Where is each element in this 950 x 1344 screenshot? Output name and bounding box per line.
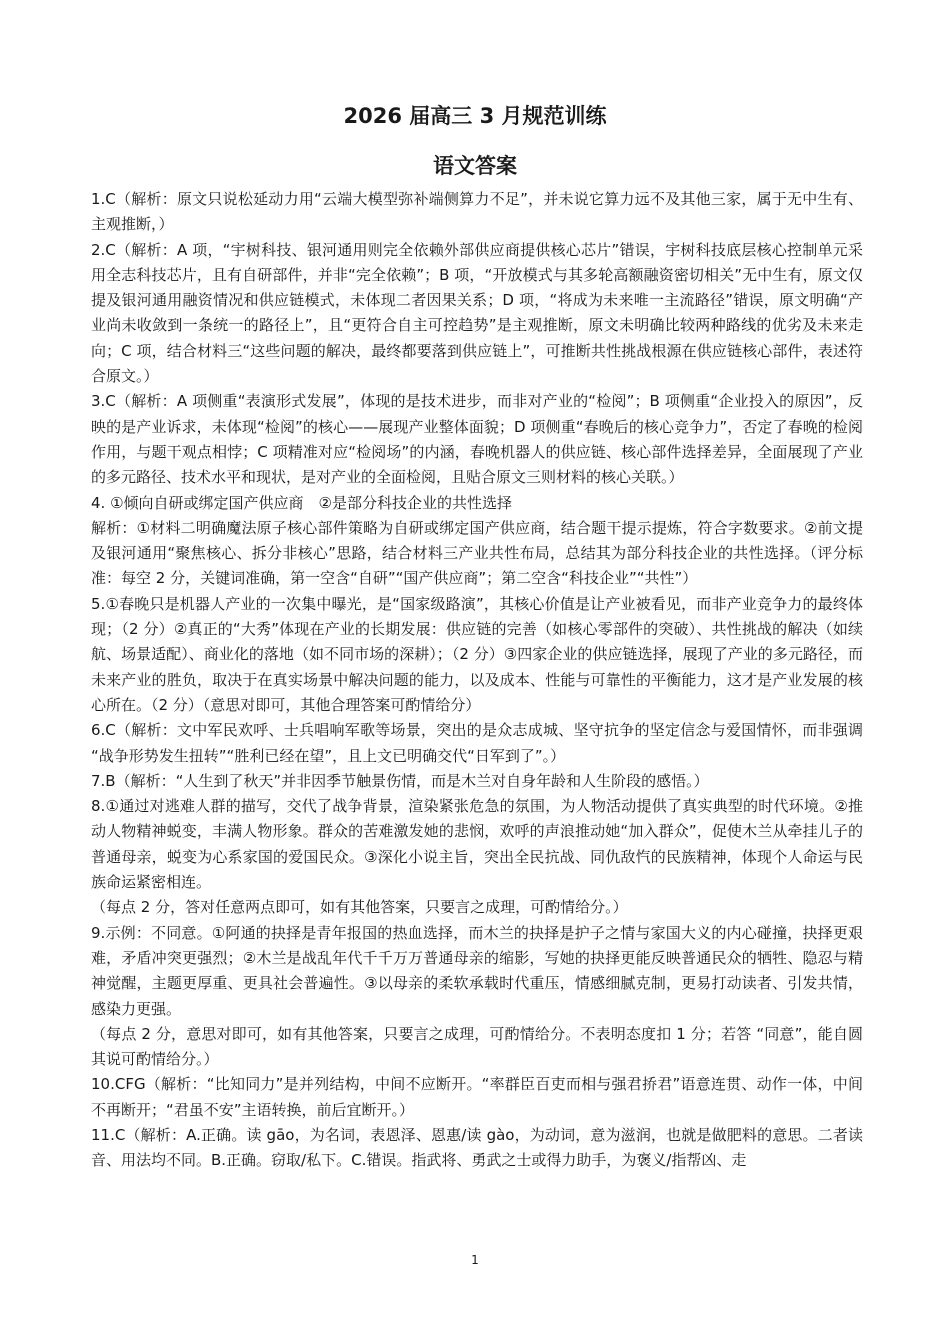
answer-11: 11.C（解析：A.正确。读 gāo，为名词，表恩泽、恩惠/读 gào，为动词，意为滋润，也就是做肥料的意思。二者读音、用法均不同。B.正确。窃取/私下。C.错误。指武将、勇武之士或得力助手，为褒义/指帮凶、走 [91,1125,863,1170]
page-number: 1 [471,1253,479,1267]
answer-3: 3.C（解析：A 项侧重“表演形式发展”，体现的是技术进步，而非对产业的“检阅”；B 项侧重“企业投入的原因”，反映的是产业诉求，未体现“检阅”的核心——展现产业整体面貌；D 项侧重“春晚后的核心竞争力”，否定了春晚的检阅作用，与题干观点相悖；C 项精准对应“检阅场”的内涵，春晚机器人的供应链、核心部件选择差异，全面展现了产业的多元路径、技术水平和现状，是对产业的全面检阅，且贴合原文三则材料的核心关联。） [91,392,863,487]
answer-7: 7.B（解析：“人生到了秋天”并非因季节触景伤情，而是木兰对自身年龄和人生阶段的感悟。） [91,771,709,790]
page-subtitle: 语文答案 [433,154,517,178]
answer-6: 6.C（解析：文中军民欢呼、士兵唱响军歌等场景，突出的是众志成城、坚守抗争的坚定信念与爱国情怀，而非强调 “战争形势发生扭转”“胜利已经在望”，且上文已明确交代“日军到了”。） [91,721,863,765]
page-title: 2026 届高三 3 月规范训练 [343,104,607,128]
answer-10: 10.CFG（解析：“比知同力”是并列结构，中间不应断开。“率群臣百吏而相与强君挢君”语意连贯、动作一体，中间不再断开；“君虽不安”主语转换，前后宜断开。） [91,1075,863,1119]
answer-9: 9.示例：不同意。①阿通的抉择是青年报国的热血选择，而木兰的抉择是护子之情与家国大义的内心碰撞，抉择更艰难，矛盾冲突更强烈；②木兰是战乱年代千千万万普通母亲的缩影，写她的抉择更能反映普通民众的牺牲、隐忍与精神觉醒，主题更厚重、更具社会普遍性。③以母亲的柔软承载时代重压，情感细腻克制，更易打动读者、引发共情，感染力更强。 [91,923,863,1018]
answer-8: 8.①通过对逃难人群的描写，交代了战争背景，渲染紧张危急的氛围，为人物活动提供了真实典型的时代环境。②推动人物精神蜕变，丰满人物形象。群众的苦难激发她的悲悯，欢呼的声浪推动她“加入群众”，促使木兰从牵挂儿子的普通母亲，蜕变为心系家国的爱国民众。③深化小说主旨，突出全民抗战、同仇敌忾的民族精神，体现个人命运与民族命运紧密相连。 [91,797,863,892]
answer-1: 1.C（解析：原文只说松延动力用“云端大模型弥补端侧算力不足”，并未说它算力远不及其他三家，属于无中生有、主观推断，） [91,190,863,234]
answer-8-scoring-note: （每点 2 分，答对任意两点即可，如有其他答案，只要言之成理，可酌情给分。） [91,898,628,917]
answer-list [91,187,863,1174]
answer-2: 2.C（解析：A 项，“宇树科技、银河通用则完全依赖外部供应商提供核心芯片”错误，宇树科技底层核心控制单元采用全志科技芯片，且有自研部件，并非“完全依赖”；B 项，“开放模式与其多轮高额融资密切相关”无中生有，原文仅提及银河通用融资情况和供应链模式，未体现二者因果关系；D 项，“将成为未来唯一主流路径”错误，原文明确“产业尚未收敛到一条统一的路径上”，且“更符合自主可控趋势”是主观推断，原文未明确比较两种路线的优劣及未来走向；C 项，结合材料三“这些问题的解决，最终都要落到供应链上”，可推断共性挑战根源在供应链核心部件，表述符合原文。） [91,240,863,386]
answer-4: 4. ①倾向自研或绑定国产供应商 ②是部分科技企业的共性选择 [91,493,512,512]
answer-4-analysis: 解析：①材料二明确魔法原子核心部件策略为自研或绑定国产供应商，结合题干提示提炼，符合字数要求。②前文提及银河通用“聚焦核心、拆分非核心”思路，结合材料三产业共性布局，总结其为部分科技企业的共性选择。（评分标准：每空 2 分，关键词准确，第一空含“自研”“国产供应商”；第二空含“科技企业”“共性”） [91,518,863,588]
answer-9-scoring-note: （每点 2 分，意思对即可，如有其他答案，只要言之成理，可酌情给分。不表明态度扣 1 分；若答 “同意”，能自圆其说可酌情给分。） [91,1024,863,1069]
answer-5: 5.①春晚只是机器人产业的一次集中曝光，是“国家级路演”，其核心价值是让产业被看见，而非产业竞争力的最终体现；（2 分）②真正的“大秀”体现在产业的长期发展：供应链的完善（如核心零部件的突破）、共性挑战的解决（如续航、场景适配）、商业化的落地（如不同市场的深耕）；（2 分）③四家企业的供应链选择，展现了产业的多元路径，而未来产业的胜负，取决于在真实场景中解决问题的能力，以及成本、性能与可靠性的平衡能力，这才是产业发展的核心所在。（2 分）（意思对即可，其他合理答案可酌情给分） [91,594,863,714]
